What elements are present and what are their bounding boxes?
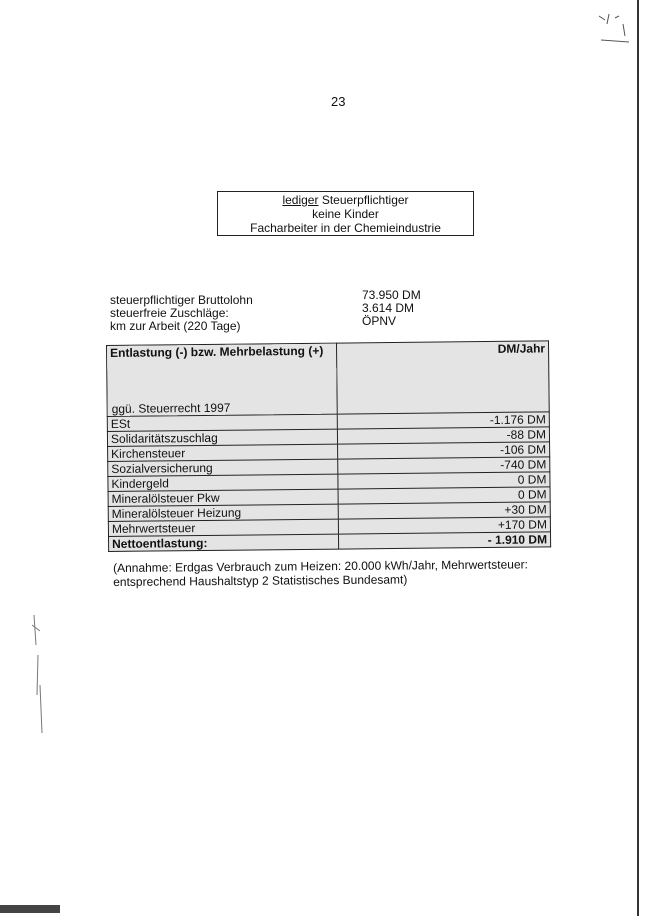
assumption-note: (Annahme: Erdgas Verbrauch zum Heizen: 20.000 kWh/Jahr, Mehrwertsteuer: entsprechend Haushaltstyp 2 Statistisches Bundesamt): [113, 557, 528, 589]
row-value: -88 DM: [337, 427, 549, 444]
page-number: 23: [331, 94, 346, 109]
scan-artifact-bottom: [0, 905, 60, 913]
commute-label: km zur Arbeit (220 Tage): [110, 319, 241, 333]
row-value: 0 DM: [338, 487, 550, 504]
profile-status-word: lediger: [282, 193, 319, 207]
comparison-basis: ggü. Steuerrecht 1997: [111, 400, 231, 416]
total-value: - 1.910 DM: [338, 532, 550, 549]
table-header-label: [107, 343, 338, 416]
scan-page-edge: [637, 0, 639, 916]
tax-free-supplements-value: 3.614 DM: [362, 301, 415, 315]
gross-wage-label: steuerpflichtiger Bruttolohn: [110, 293, 253, 307]
profile-line-2: keine Kinder: [312, 207, 379, 221]
row-label: ESt: [107, 414, 337, 431]
income-labels: [110, 294, 253, 333]
income-values: [362, 289, 421, 328]
tax-free-supplements-label: steuerfreie Zuschläge:: [110, 306, 229, 320]
scan-artifact-left: [28, 615, 48, 735]
row-value: +30 DM: [338, 502, 550, 519]
row-label: Mehrwertsteuer: [108, 519, 338, 536]
profile-line-1: [218, 193, 473, 207]
row-value: 0 DM: [338, 472, 550, 489]
row-label: Kirchensteuer: [108, 444, 338, 461]
profile-status-rest: Steuerpflichtiger: [318, 193, 409, 207]
row-label: Kindergeld: [108, 474, 338, 491]
total-label: Nettoentlastung:: [109, 534, 339, 551]
row-value: -1.176 DM: [337, 412, 549, 429]
relief-table: [106, 340, 551, 552]
commute-value: ÖPNV: [362, 314, 397, 328]
table-header-row: [107, 341, 550, 417]
row-label: Mineralölsteuer Pkw: [108, 489, 338, 506]
table-header-unit: DM/Jahr: [336, 341, 549, 414]
header-left-text: Entlastung (-) bzw. Mehrbelastung (+): [110, 343, 324, 360]
scan-artifact-top: [595, 10, 631, 50]
row-value: -740 DM: [338, 457, 550, 474]
gross-wage-value: 73.950 DM: [362, 288, 421, 302]
taxpayer-profile-box: [217, 191, 474, 236]
row-value: +170 DM: [338, 517, 550, 534]
row-value: -106 DM: [338, 442, 550, 459]
row-label: Sozialversicherung: [108, 459, 338, 476]
row-label: Mineralölsteuer Heizung: [108, 504, 338, 521]
row-label: Solidaritätszuschlag: [107, 429, 337, 446]
profile-line-3: Facharbeiter in der Chemieindustrie: [250, 221, 441, 235]
